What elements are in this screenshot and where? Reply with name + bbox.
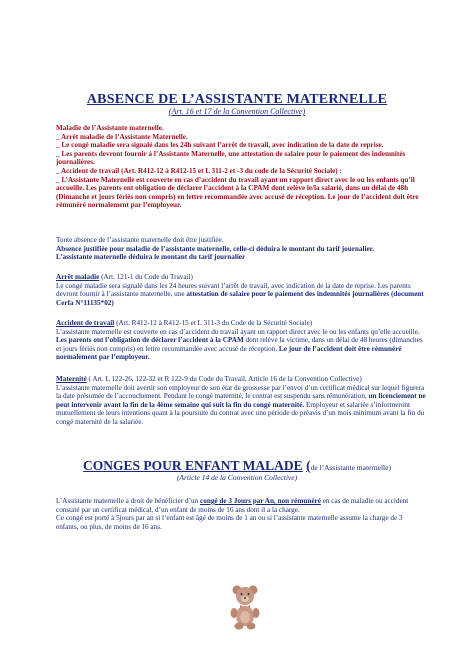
maladie-section bbox=[56, 273, 426, 307]
accident-text-1: L’assistante maternelle est couverte en cas d’accident du travail ayant un rapport direct avec le ou les enfants qu’elle accueille. bbox=[56, 327, 420, 336]
accident-heading: Accident de travail bbox=[56, 319, 115, 327]
red-line-2: _ Arrêt maladie de l’Assistante Maternelle. bbox=[56, 132, 188, 141]
maladie-heading: Arrêt maladie bbox=[56, 273, 100, 281]
conges-text-3: Ce congé est porté à 5jours par an si l’enfant est âgé de moins de 1 an ou si l’assistante maternelle assume la charge de 3 enfants, ou plus, de moins de 16 ans. bbox=[56, 514, 403, 531]
accident-text-2: dont relève la victime, dans un délai de 48 heures (dimanches et jours fériés non compris) en lettre recommandée avec accusé de réception. bbox=[56, 336, 423, 353]
intro-block bbox=[56, 236, 426, 262]
conges-title-suffix: de l’Assistante maternelle) bbox=[310, 463, 391, 472]
section-title-conges: CONGES POUR ENFANT MALADE (de l’Assistante maternelle) bbox=[83, 458, 391, 473]
maladie-text: Le congé maladie sera signalé dans les 24 heures suivant l’arrêt de travail, avec indication de la date de reprise. Les parents devront fournir à l’assistante maternelle, une bbox=[56, 281, 411, 299]
conges-section bbox=[56, 497, 426, 531]
maladie-ref: (Art. 121-1 du Code du Travail) bbox=[99, 273, 193, 281]
teddy-bear-icon bbox=[228, 583, 262, 631]
maternite-heading: Maternité bbox=[56, 375, 87, 383]
conges-text-1: L’Assistante maternelle a droit de bénéficier d’un bbox=[56, 497, 201, 505]
maladie-text-bold: attestation de salaire pour le paiement des indemnités journalières (document Cerfa N°11135*02) bbox=[56, 290, 424, 307]
maternite-text-2: Employeur et salariée s’informeront mutuellement de leurs intentions quant à la poursuite du contrat avec une période de préavis d’un mois minimum avant la fin du congé maternité de la salariée. bbox=[56, 400, 425, 426]
maternite-text-1: L’assistante maternelle doit avertir son employeur de son état de grossesse par l’envoi d’un certificat médical sur lequel figurera la date présumée de l’accouchement. Pendant le congé maternité, le contrat est suspendu sans rémunération, bbox=[56, 383, 425, 401]
conges-title: CONGES POUR ENFANT MALADE bbox=[83, 458, 303, 473]
red-line-1: Maladie de l’Assistante maternelle. bbox=[56, 124, 164, 132]
conges-text-2: en cas de maladie ou accident constaté par un certificat médical, d’un enfant de moins de 16 ans dont il a la charge. bbox=[56, 497, 409, 514]
red-line-6: _ L’Assistante Maternelle est couverte en cas d’accident du travail ayant un rapport direct avec le ou les enfants qu’il accueille. Les parents ont obligation de déclarer l’accident à la CPAM dont relève le/la salarié, dans un délai de 48h (Dimanche et jours fériés non compris) en lettre recommandée avec accusé de réception. Le jour de l’accident doit être rémunéré normalement par l’employeur. bbox=[56, 175, 419, 210]
accident-ref: (Art. R412-12 à R412-15 et L 311-3 du Code de la Sécurité Sociale) bbox=[114, 319, 313, 327]
red-line-3: _ Le congé maladie sera signalé dans les 24h suivant l’arrêt de travail, avec indication de la date de reprise. bbox=[56, 141, 384, 150]
conges-text-bold: congé de 3 Jours par An, non rémunéré bbox=[200, 497, 321, 505]
maternite-text-bold: un licenciement ne peut intervenir avant la fin de la 4ème semaine qui suit la fin du congé maternité. bbox=[56, 392, 426, 409]
maternite-section bbox=[56, 375, 426, 427]
red-line-4: _ Les parents devront fournir à l’Assistante Maternelle, une attestation de salaire pour le paiement des indemnités journalières. bbox=[56, 149, 406, 167]
red-line-5: _ Accident de travail (Art. R412-12 à R412-15 et L 311-2 et -3 du code de la Sécurité Sociale) : bbox=[56, 166, 342, 175]
red-summary-block bbox=[56, 124, 426, 210]
page-title: ABSENCE DE L’ASSISTANTE MATERNELLE bbox=[86, 92, 388, 107]
maternite-ref: ( Art. L 122-26, 122-32 et R 122-9 du Code du Travail, Article 16 de la Convention Collective) bbox=[86, 375, 362, 383]
page-subtitle: (Art. 16 et 17 de la Convention Collective) bbox=[168, 107, 306, 116]
intro-line-2: Absence justifiée pour maladie de l’assistante maternelle, celle-ci déduira le montant du tarif journalier. bbox=[56, 244, 375, 253]
intro-line-1: Toute absence de l’assistante maternelle doit être justifiée. bbox=[56, 236, 224, 244]
accident-section bbox=[56, 319, 426, 362]
accident-text-bold-2: Le jour de l’accident doit être rémunéré normalement par l’employeur. bbox=[56, 344, 402, 362]
intro-line-3: L’assistante maternelle déduira le montant du tarif journalier bbox=[56, 253, 246, 262]
conges-subtitle: (Article 14 de la Convention Collective) bbox=[176, 473, 298, 482]
accident-text-bold-1: Les parents ont l’obligation de déclarer l’accident à la CPAM bbox=[56, 336, 244, 345]
